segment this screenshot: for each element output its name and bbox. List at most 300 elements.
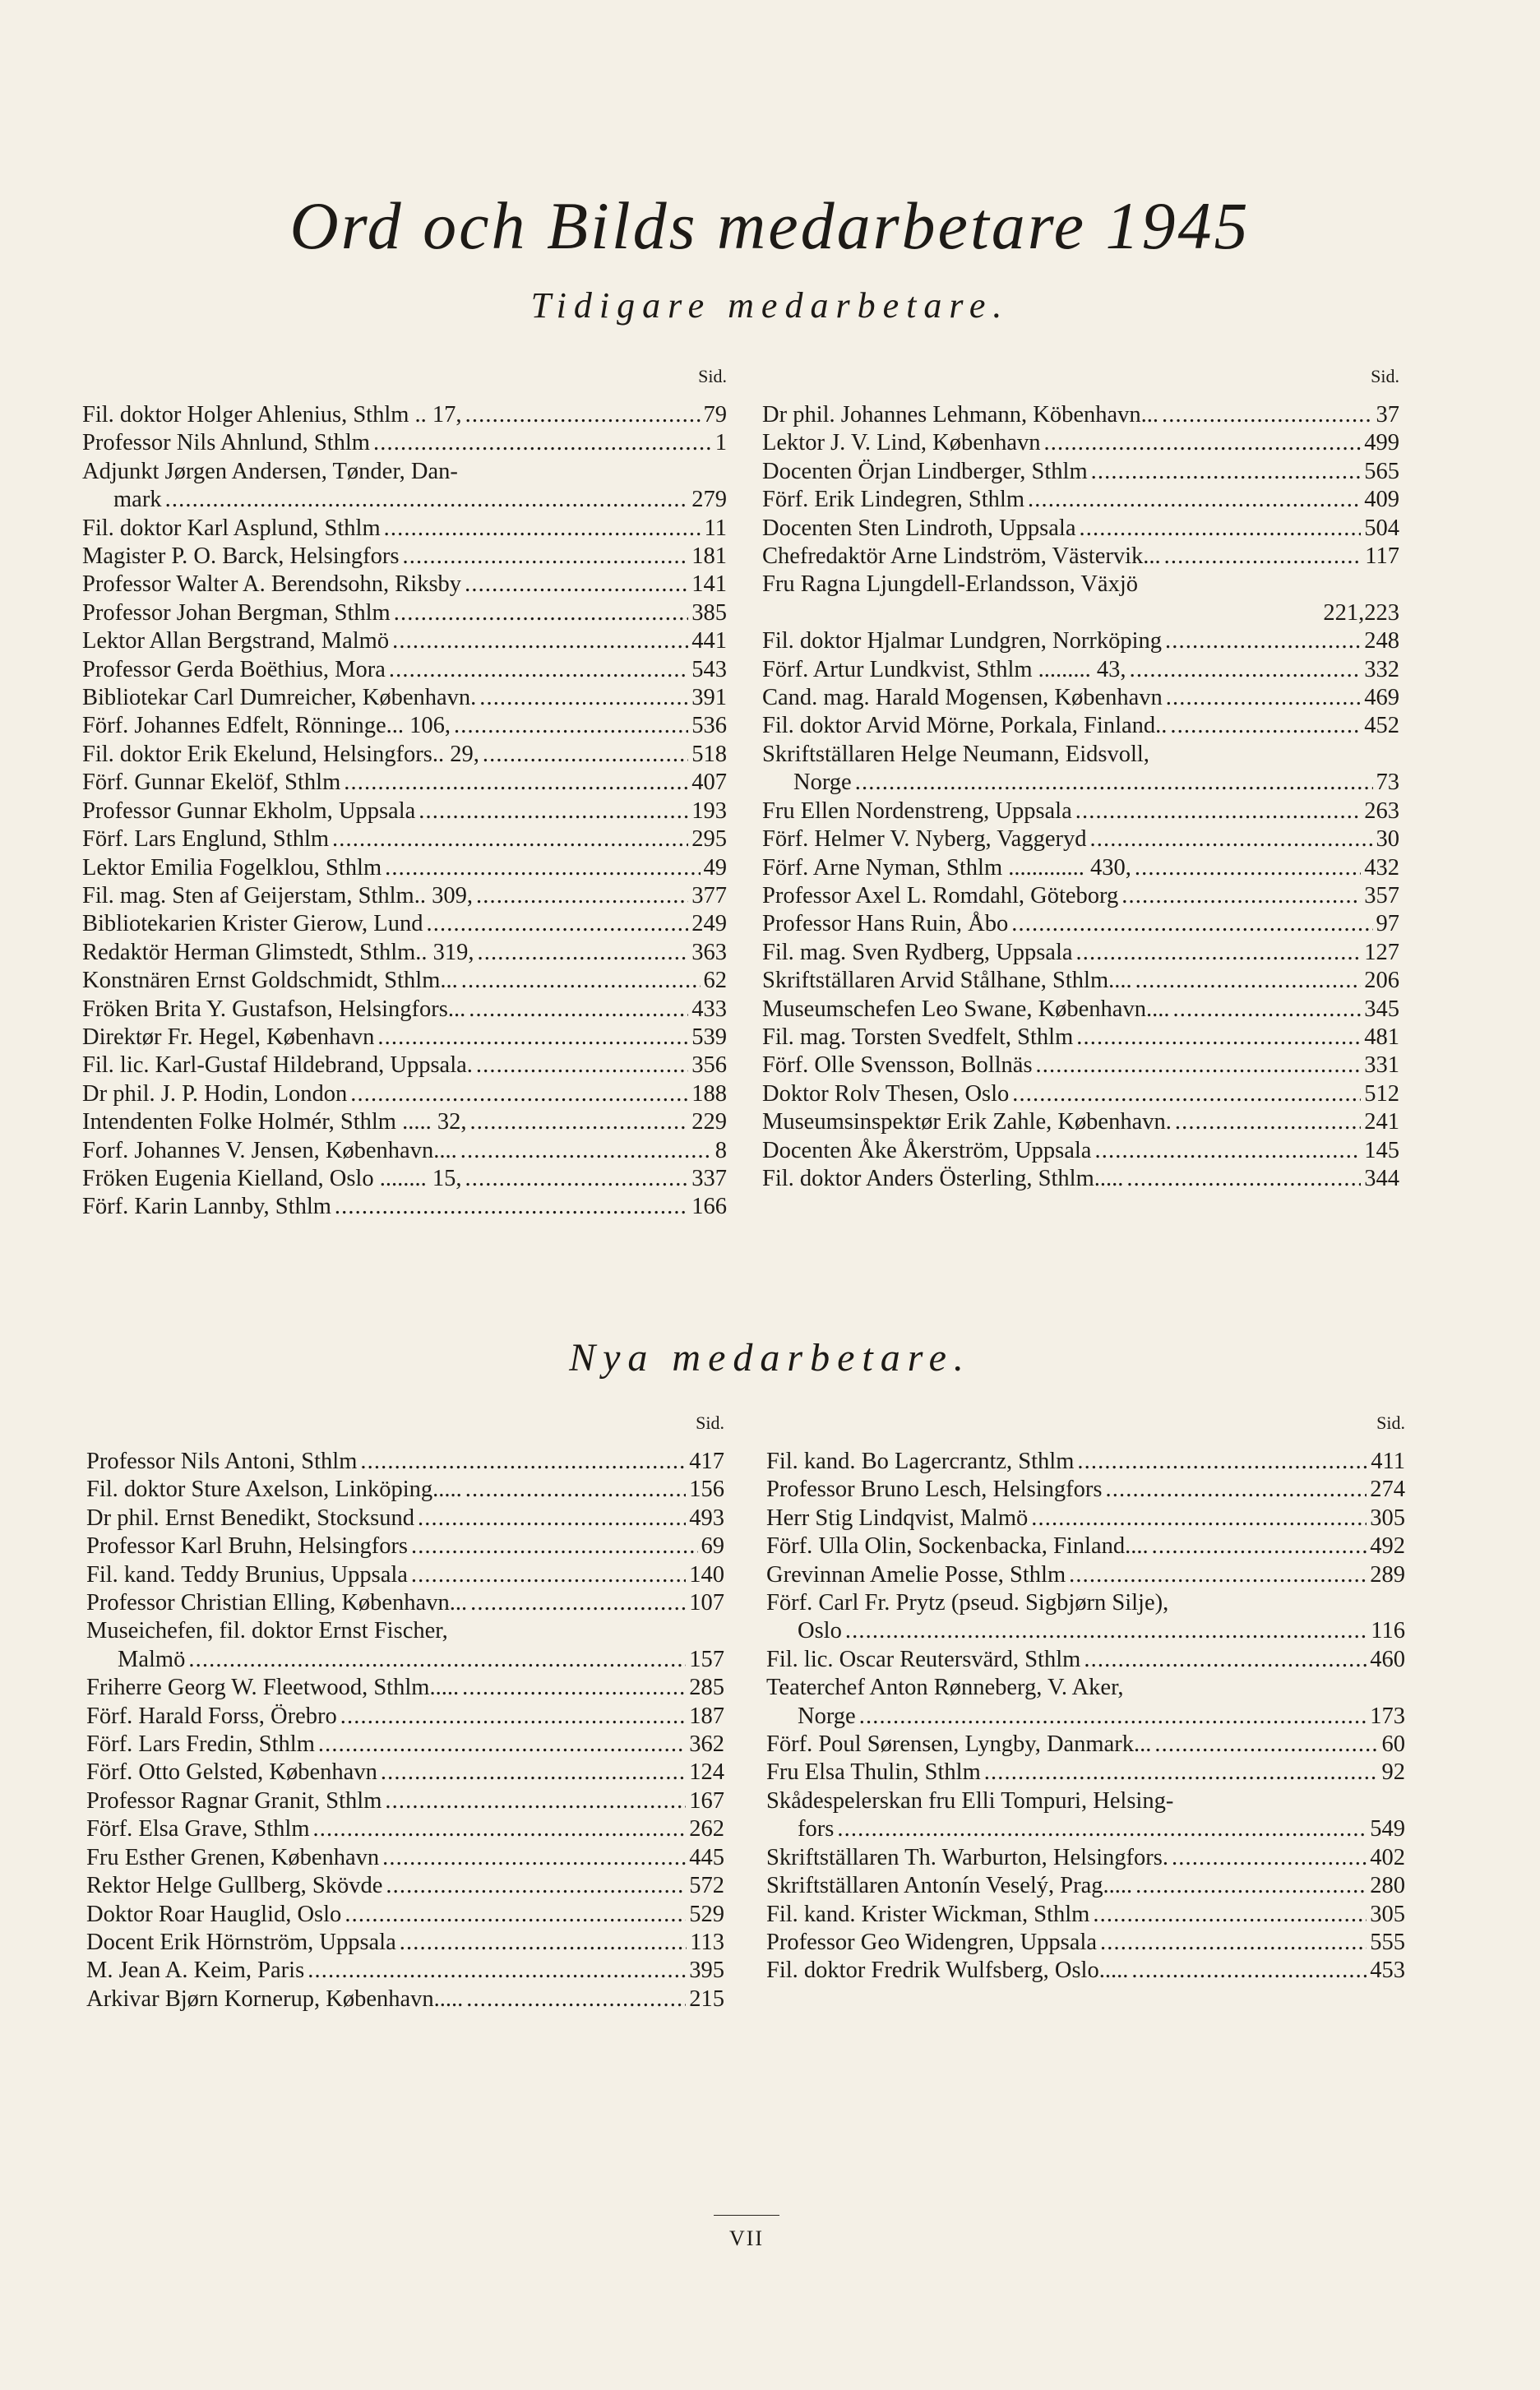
index-entry: [82, 1108, 727, 1136]
entry-page: 49: [703, 854, 727, 881]
leader-dots: [1091, 458, 1362, 486]
leader-dots: [1166, 684, 1361, 712]
index-entry: [762, 854, 1399, 882]
index-entry: [86, 1901, 724, 1929]
entry-name: Dr phil. Johannes Lehmann, Köbenhavn...: [762, 402, 1159, 428]
entry-page: 145: [1364, 1137, 1399, 1163]
entry-line: [86, 1532, 724, 1560]
entry-page: 492: [1370, 1533, 1405, 1560]
entry-name: Professor Ragnar Granit, Sthlm: [86, 1787, 382, 1814]
entry-line: [86, 1703, 724, 1731]
index-entry: [86, 1617, 724, 1674]
entry-name: Förf. Erik Lindegren, Sthlm: [762, 487, 1024, 513]
index-entry: [766, 1787, 1405, 1844]
leader-dots: [454, 712, 688, 740]
leader-dots: [385, 1787, 686, 1815]
entry-line: [766, 1646, 1405, 1674]
entry-page: 140: [689, 1561, 724, 1588]
entry-name: Professor Walter A. Berendsohn, Riksby: [82, 571, 462, 598]
entry-line: [86, 1815, 724, 1843]
entry-name: Fru Ragna Ljungdell-Erlandsson, Växjö: [762, 571, 1138, 598]
index-entry: [86, 1448, 724, 1476]
entry-page: 377: [691, 882, 727, 908]
entry-name: Docent Erik Hörnström, Uppsala: [86, 1929, 396, 1955]
entry-line: [766, 1448, 1405, 1476]
entry-page: 280: [1370, 1873, 1405, 1899]
entry-line: [82, 797, 727, 825]
entry-name: Förf. Poul Sørensen, Lyngby, Danmark...: [766, 1731, 1152, 1758]
leader-dots: [1131, 1957, 1367, 1985]
entry-line: [762, 571, 1399, 599]
entry-line: [82, 458, 727, 486]
entry-line: [82, 401, 727, 429]
entry-page: 543: [691, 656, 727, 682]
index-entry: [82, 1080, 727, 1108]
index-entry: [82, 1137, 727, 1165]
entry-line: [766, 1815, 1405, 1843]
leader-dots: [479, 684, 688, 712]
index-entry: [82, 769, 727, 797]
index-entry: [766, 1901, 1405, 1929]
entry-line: [82, 429, 727, 457]
entry-page: 229: [691, 1109, 727, 1135]
entry-line: [762, 882, 1399, 910]
entry-page: 481: [1364, 1024, 1399, 1050]
index-entry: [86, 1674, 724, 1702]
leader-dots: [1135, 967, 1362, 995]
entry-name: Professor Johan Bergman, Sthlm: [82, 599, 391, 626]
index-entry: [762, 656, 1399, 684]
entry-name: Skriftställaren Arvid Stålhane, Sthlm....: [762, 968, 1132, 994]
index-entry: [762, 429, 1399, 457]
leader-dots: [1172, 996, 1361, 1024]
index-entry: [86, 1957, 724, 1985]
entry-name: Doktor Rolv Thesen, Oslo: [762, 1080, 1010, 1107]
entry-page: 279: [691, 487, 727, 513]
leader-dots: [335, 1193, 688, 1221]
index-entry: [82, 910, 727, 938]
index-entry: [82, 1165, 727, 1193]
leader-dots: [1076, 1024, 1361, 1052]
index-entry: [82, 515, 727, 543]
index-entry: [82, 882, 727, 910]
index-entry: [86, 1703, 724, 1731]
leader-dots: [1135, 1872, 1367, 1900]
entry-name: Konstnären Ernst Goldschmidt, Sthlm...: [82, 968, 458, 994]
leader-dots: [384, 515, 701, 543]
index-entry: [766, 1505, 1405, 1532]
entry-name: Fil. doktor Erik Ekelund, Helsingfors.. 29,: [82, 741, 479, 767]
entry-name: Museumsinspektør Erik Zahle, København.: [762, 1109, 1172, 1135]
leader-dots: [1162, 401, 1372, 429]
entry-name: Fil. mag. Torsten Svedfelt, Sthlm: [762, 1024, 1074, 1050]
index-entry: [762, 882, 1399, 910]
entry-page: 223: [1364, 599, 1399, 626]
column-nya-left: [86, 1408, 724, 2013]
entry-page: 215: [689, 1986, 724, 2012]
entry-line: [766, 1872, 1405, 1900]
entry-page: 193: [691, 797, 727, 824]
leader-dots: [318, 1731, 686, 1759]
entry-page: 539: [691, 1024, 727, 1050]
index-entry: [82, 1052, 727, 1079]
entry-line: [82, 684, 727, 712]
entry-name: Förf. Otto Gelsted, København: [86, 1759, 377, 1786]
entry-name: Friherre Georg W. Fleetwood, Sthlm.....: [86, 1675, 460, 1701]
leader-dots: [1080, 515, 1362, 543]
entry-page: 97: [1376, 911, 1399, 937]
index-entry: [86, 1532, 724, 1560]
entry-page: 173: [1370, 1703, 1405, 1729]
entry-name: Professor Gunnar Ekholm, Uppsala: [82, 797, 416, 824]
entry-line: [86, 1957, 724, 1985]
entry-name: Fil. kand. Teddy Brunius, Uppsala: [86, 1561, 408, 1588]
index-entry: [762, 939, 1399, 967]
leader-dots: [381, 1759, 686, 1787]
entry-page: 512: [1364, 1080, 1399, 1107]
index-entry: [762, 797, 1399, 825]
entry-page: 79: [703, 402, 727, 428]
index-entry: [82, 967, 727, 995]
entry-line: [86, 1844, 724, 1872]
entry-name: Fil. doktor Arvid Mörne, Porkala, Finland..: [762, 713, 1168, 739]
index-entry: [762, 1024, 1399, 1052]
entry-page: 572: [689, 1873, 724, 1899]
leader-dots: [465, 401, 701, 429]
entry-page: 504: [1364, 515, 1399, 541]
index-entry: [82, 996, 727, 1024]
entry-page: 289: [1370, 1561, 1405, 1588]
leader-dots: [411, 1532, 697, 1560]
entry-line: [762, 910, 1399, 938]
entry-page: 181: [691, 543, 727, 570]
entry-name: Fil. doktor Anders Österling, Sthlm.....: [762, 1165, 1124, 1191]
entry-page: 499: [1364, 430, 1399, 456]
entry-page: 116: [1371, 1618, 1405, 1644]
leader-dots: [418, 1505, 686, 1532]
index-entry: [86, 1731, 724, 1759]
index-entry: [86, 1787, 724, 1815]
entry-name: Förf. Gunnar Ekelöf, Sthlm: [82, 770, 341, 796]
entry-name: Skriftställaren Helge Neumann, Eidsvoll,: [762, 741, 1149, 767]
entry-page: 345: [1364, 996, 1399, 1022]
leader-dots: [389, 656, 688, 684]
entry-line: [86, 1929, 724, 1957]
entry-name: Norge: [793, 770, 852, 796]
entry-line: [762, 741, 1399, 769]
entry-page: 156: [689, 1477, 724, 1503]
leader-dots: [1028, 486, 1361, 514]
entry-page: 141: [691, 571, 727, 598]
entry-line: [762, 712, 1399, 740]
section-heading-tidigare: Tidigare medarbetare.: [530, 285, 1010, 326]
entry-page: 11: [704, 515, 727, 541]
entry-page: 263: [1364, 797, 1399, 824]
entry-page: 37: [1376, 402, 1399, 428]
index-entry: [86, 1844, 724, 1872]
sid-label: Sid.: [696, 1412, 724, 1433]
entry-name: Magister P. O. Barck, Helsingfors: [82, 543, 400, 570]
entry-line: [762, 627, 1399, 655]
entry-line: [86, 1674, 724, 1702]
leader-dots: [426, 910, 688, 938]
entry-name: Lektor Allan Bergstrand, Malmö: [82, 628, 390, 654]
leader-dots: [460, 1137, 712, 1165]
entry-name: Intendenten Folke Holmér, Sthlm ..... 32,: [82, 1109, 467, 1135]
leader-dots: [1121, 882, 1361, 910]
entry-page: 363: [691, 939, 727, 965]
entry-name: Förf. Arne Nyman, Sthlm ............. 430,: [762, 854, 1131, 881]
index-entry: [762, 1080, 1399, 1108]
index-entry: [86, 1561, 724, 1589]
entry-page: 331: [1364, 1052, 1399, 1079]
entry-name: Fil. doktor Sture Axelson, Linköping.....: [86, 1477, 462, 1503]
index-entry: [82, 797, 727, 825]
leader-dots: [1154, 1731, 1378, 1759]
index-entry: [82, 1193, 727, 1221]
leader-dots: [394, 599, 689, 627]
leader-dots: [476, 882, 688, 910]
entry-page: 391: [691, 685, 727, 711]
entry-page: 113: [690, 1929, 724, 1955]
entry-line: [82, 543, 727, 571]
entry-name: Förf. Ulla Olin, Sockenbacka, Finland....: [766, 1533, 1149, 1560]
index-entry: [766, 1646, 1405, 1674]
index-entry: [766, 1476, 1405, 1504]
index-entry: [762, 627, 1399, 655]
entry-extra-page: 221,: [1323, 599, 1365, 626]
entry-line: [82, 712, 727, 740]
entry-line: [82, 599, 727, 627]
entry-name: Fil. mag. Sven Rydberg, Uppsala: [762, 939, 1073, 965]
entry-page: 305: [1370, 1901, 1405, 1927]
leader-dots: [466, 1986, 686, 2013]
index-entry: [82, 401, 727, 429]
entry-line: [762, 1137, 1399, 1165]
index-entry: [762, 401, 1399, 429]
entry-page: 249: [691, 911, 727, 937]
entry-line: [86, 1476, 724, 1504]
index-entry: [86, 1589, 724, 1617]
index-entry: [766, 1589, 1405, 1646]
entry-line: [762, 429, 1399, 457]
index-entry: [82, 1024, 727, 1052]
leader-dots: [332, 825, 688, 853]
index-entry: [82, 939, 727, 967]
entry-name: Grevinnan Amelie Posse, Sthlm: [766, 1561, 1066, 1588]
entry-line: [82, 1108, 727, 1136]
entry-name: Lektor Emilia Fogelklou, Sthlm: [82, 854, 382, 881]
index-entry: [766, 1731, 1405, 1759]
entry-page: 124: [689, 1759, 724, 1786]
entry-page: 285: [689, 1675, 724, 1701]
entry-name: Skriftställaren Antonín Veselý, Prag.....: [766, 1873, 1133, 1899]
entry-line: [766, 1505, 1405, 1532]
entry-name: Professor Nils Ahnlund, Sthlm: [82, 430, 370, 456]
entry-page: 1: [715, 430, 727, 456]
entry-name: Direktør Fr. Hegel, København: [82, 1024, 375, 1050]
entry-name: Adjunkt Jørgen Andersen, Tønder, Dan-: [82, 458, 458, 484]
index-entry: [86, 1872, 724, 1900]
leader-dots: [478, 939, 689, 967]
index-entry: [82, 429, 727, 457]
leader-dots: [465, 1165, 688, 1193]
leader-dots: [1076, 939, 1362, 967]
entry-page: 187: [689, 1703, 724, 1729]
leader-dots: [373, 429, 712, 457]
leader-dots: [403, 543, 689, 571]
index-entry: [762, 712, 1399, 740]
entry-line: [762, 458, 1399, 486]
entry-page: 356: [691, 1052, 727, 1079]
entry-page: 407: [691, 770, 727, 796]
index-entry: [762, 458, 1399, 486]
leader-dots: [377, 1024, 688, 1052]
entry-name: Förf. Lars Fredin, Sthlm: [86, 1731, 315, 1758]
entry-line: [762, 996, 1399, 1024]
index-entry: [86, 1815, 724, 1843]
entry-page: 73: [1376, 770, 1399, 796]
index-entry: [766, 1957, 1405, 1985]
entry-name: Oslo: [798, 1618, 842, 1644]
column-tidigare-left: [82, 362, 727, 1222]
entry-page: 411: [1371, 1449, 1405, 1474]
entry-line: [762, 797, 1399, 825]
entry-name: Professor Axel L. Romdahl, Göteborg: [762, 882, 1119, 908]
index-entry: [762, 1108, 1399, 1136]
leader-dots: [1100, 1929, 1367, 1957]
leader-dots: [1105, 1476, 1367, 1504]
entry-page: 536: [691, 713, 727, 739]
entry-page: 8: [715, 1137, 727, 1163]
entry-line: [762, 486, 1399, 514]
entry-line: [82, 627, 727, 655]
index-entry: [766, 1759, 1405, 1787]
entry-line: [766, 1901, 1405, 1929]
index-entry: [86, 1476, 724, 1504]
entry-line: [82, 656, 727, 684]
leader-dots: [837, 1815, 1367, 1843]
entry-page: 402: [1370, 1844, 1405, 1870]
leader-dots: [1075, 797, 1362, 825]
entry-line: [86, 1901, 724, 1929]
entry-page: 62: [703, 968, 727, 994]
entry-page: 432: [1364, 854, 1399, 881]
index-entry: [82, 825, 727, 853]
index-entry: [762, 741, 1399, 797]
entry-page: 555: [1370, 1929, 1405, 1955]
entry-page: 92: [1381, 1759, 1405, 1786]
entry-line: [766, 1787, 1405, 1815]
entry-name: mark: [113, 487, 162, 513]
index-entry: [766, 1561, 1405, 1589]
entry-name: Chefredaktör Arne Lindström, Västervik...: [762, 543, 1161, 570]
entry-page: 337: [691, 1165, 727, 1191]
entry-page: 518: [691, 741, 727, 767]
entry-name: Fil. kand. Bo Lagercrantz, Sthlm: [766, 1449, 1075, 1474]
index-entry: [766, 1929, 1405, 1957]
index-entry: [82, 684, 727, 712]
entry-name: M. Jean A. Keim, Paris: [86, 1958, 305, 1984]
leader-dots: [350, 1080, 688, 1108]
entry-name: Bibliotekarien Krister Gierow, Lund: [82, 911, 423, 937]
entry-line: [762, 684, 1399, 712]
entry-line: [762, 1052, 1399, 1079]
folio-rule: [714, 2215, 779, 2216]
entry-page: 460: [1370, 1646, 1405, 1672]
entry-page: 274: [1370, 1477, 1405, 1503]
leader-dots: [1172, 1844, 1367, 1872]
index-entry: [762, 910, 1399, 938]
entry-line: [766, 1561, 1405, 1589]
entry-name: Teaterchef Anton Rønneberg, V. Aker,: [766, 1675, 1124, 1701]
leader-dots: [1044, 429, 1362, 457]
entry-name: Professor Christian Elling, København...: [86, 1590, 468, 1616]
entry-line: [86, 1872, 724, 1900]
entry-name: Förf. Harald Forss, Örebro: [86, 1703, 337, 1729]
index-entry: [766, 1448, 1405, 1476]
leader-dots: [1126, 1165, 1361, 1193]
index-entry: [762, 543, 1399, 571]
entry-name: Fil. doktor Fredrik Wulfsberg, Oslo.....: [766, 1958, 1129, 1984]
entry-name: Docenten Sten Lindroth, Uppsala: [762, 515, 1076, 541]
leader-dots: [340, 1703, 687, 1731]
entry-line: [762, 1024, 1399, 1052]
entry-line: [762, 599, 1399, 627]
entry-line: [766, 1703, 1405, 1731]
leader-dots: [1164, 543, 1362, 571]
entry-name: fors: [798, 1816, 835, 1842]
leader-dots: [476, 1052, 688, 1079]
entry-page: 469: [1364, 685, 1399, 711]
entry-name: Förf. Lars Englund, Sthlm: [82, 826, 330, 853]
entry-page: 295: [691, 826, 727, 853]
entry-page: 445: [689, 1844, 724, 1870]
entry-line: [86, 1505, 724, 1532]
entry-page: 452: [1364, 713, 1399, 739]
entry-line: [762, 939, 1399, 967]
index-entry: [82, 741, 727, 769]
leader-dots: [392, 627, 688, 655]
entry-page: 453: [1370, 1958, 1405, 1984]
entry-line: [86, 1448, 724, 1476]
index-entry: [762, 684, 1399, 712]
leader-dots: [1093, 1901, 1367, 1929]
leader-dots: [1069, 1561, 1367, 1589]
index-entry: [762, 571, 1399, 627]
entry-line: [762, 1080, 1399, 1108]
entry-line: [762, 1165, 1399, 1193]
entry-line: [766, 1532, 1405, 1560]
index-entry: [762, 825, 1399, 853]
entry-name: Fröken Eugenia Kielland, Oslo ........ 15,: [82, 1165, 462, 1191]
leader-dots: [1135, 854, 1361, 882]
entry-name: Fru Elsa Thulin, Sthlm: [766, 1759, 981, 1786]
leader-dots: [411, 1561, 686, 1589]
entry-page: 248: [1364, 628, 1399, 654]
leader-dots: [469, 996, 688, 1024]
leader-dots: [465, 1476, 686, 1504]
page-title: Ord och Bilds medarbetare 1945: [289, 188, 1251, 263]
entry-name: Skådespelerskan fru Elli Tompuri, Helsing-: [766, 1787, 1174, 1814]
entry-page: 362: [689, 1731, 724, 1758]
entry-line: [86, 1646, 724, 1674]
leader-dots: [1031, 1505, 1367, 1532]
entry-name: Docenten Örjan Lindberger, Sthlm: [762, 458, 1088, 484]
entry-name: Malmö: [118, 1646, 186, 1672]
entry-line: [82, 967, 727, 995]
entry-line: [86, 1759, 724, 1787]
